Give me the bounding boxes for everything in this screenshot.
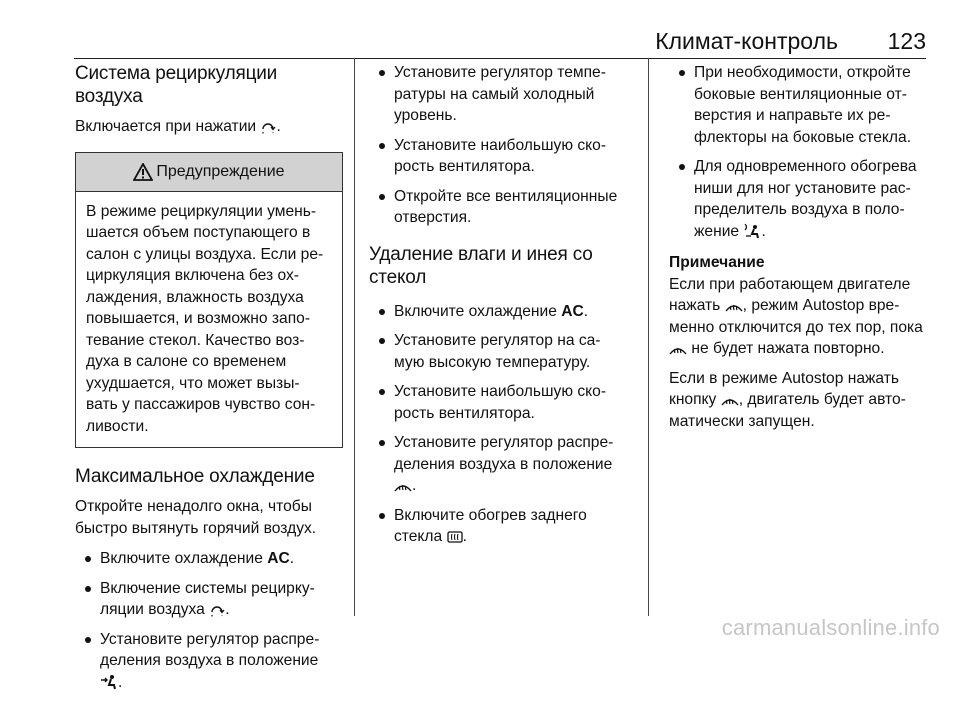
list-item: Установите наибольшую ско- рость вентилятора. [369,381,633,424]
list-item: Включите обогрев заднего стекла . [369,505,633,548]
watermark: carmanualsonline.info [721,615,940,640]
defog-steps [369,301,633,548]
list-item: Установите регулятор распре- деления воздуха в положение . [369,432,633,497]
warning-line: салон с улицы воздуха. Если ре- [86,245,324,263]
list-item: Установите регулятор распре- деления воздуха в положение . [75,629,343,694]
warning-triangle-icon [133,163,153,181]
warning-line: духа в салоне со временем [86,353,287,370]
air-distribution-windshield-footwell-icon [743,223,761,239]
list-item: При необходимости, откройте боковые вентиляционные от- верстия и направьте их ре- флекторы на боковые стекла. [669,62,931,148]
recirculation-icon [260,119,276,134]
list-item: Установите регулятор темпе- ратуры на самый холодный уровень. [369,62,633,127]
windshield-defrost-icon [669,341,687,356]
section-heading-max-cooling: Максимальное охлаждение [75,466,315,487]
warning-line: повышается, и возможно запо- [86,310,311,327]
max-cooling-steps [75,548,343,693]
list-item: Включение системы рецирку- ляции воздуха . [75,578,343,621]
defog-steps-cont [669,62,931,242]
warning-line: В режиме рециркуляции умень- [86,202,317,220]
windshield-defrost-icon [725,298,743,313]
note-paragraph-1: Если при работающем двигателе нажать , режим Autostop вре- менно отключится до тех пор, пока не будет нажата повторно. [669,275,923,357]
column-3 [669,62,931,432]
section-heading-recirculation: Система рециркуляции воздуха [75,63,278,107]
column-divider-2 [648,58,649,616]
list-item: Для одновременного обогрева ниши для ног установите рас- пределитель воздуха в поло- жение . [669,156,931,242]
list-item: Установите наибольшую ско- рость вентилятора. [369,135,633,178]
note-heading: Примечание [669,254,765,271]
warning-line: вать у пассажиров чувство сон- [86,396,316,413]
page-header [74,28,926,59]
column-1 [75,62,343,701]
note-paragraph-2: Если в режиме Autostop нажать кнопку , двигатель будет авто- матически запущен. [669,369,906,430]
list-item: Включите охлаждение AC. [369,301,633,323]
column-divider-1 [354,58,355,616]
header-title: Климат-контроль [655,28,838,54]
windshield-defrost-icon [394,478,412,493]
warning-line: ливости. [86,417,149,435]
air-distribution-upper-body-icon [100,674,118,690]
warning-line: лаждения, влажность воздуха [86,288,304,306]
warning-line: шается объем поступающего в [86,224,311,241]
max-cooling-intro: Откройте ненадолго окна, чтобы быстро вытянуть горячий воздух. [75,498,317,537]
warning-header [76,153,342,192]
list-item: Откройте все вентиляционные отверстия. [369,186,633,229]
warning-line: тевание стекол. Качество воз- [86,331,305,349]
windshield-defrost-icon [721,392,739,407]
recirculation-icon [209,602,225,617]
list-item: Установите регулятор на са- мую высокую температуру. [369,330,633,373]
column-2 [369,62,633,556]
max-cooling-steps-cont [369,62,633,229]
recirculation-intro: Включается при нажатии . [75,118,281,135]
warning-body [76,192,342,448]
section-heading-defog: Удаление влаги и инея со стекол [369,243,593,288]
warning-line: ухудшается, что может вызы- [86,374,300,392]
list-item: Включите охлаждение AC. [75,548,343,570]
warning-box [75,152,343,449]
rear-window-heating-icon [447,530,463,544]
page-number: 123 [887,28,926,54]
warning-title: Предупреждение [156,162,285,180]
warning-line: циркуляция включена без ох- [86,267,299,284]
